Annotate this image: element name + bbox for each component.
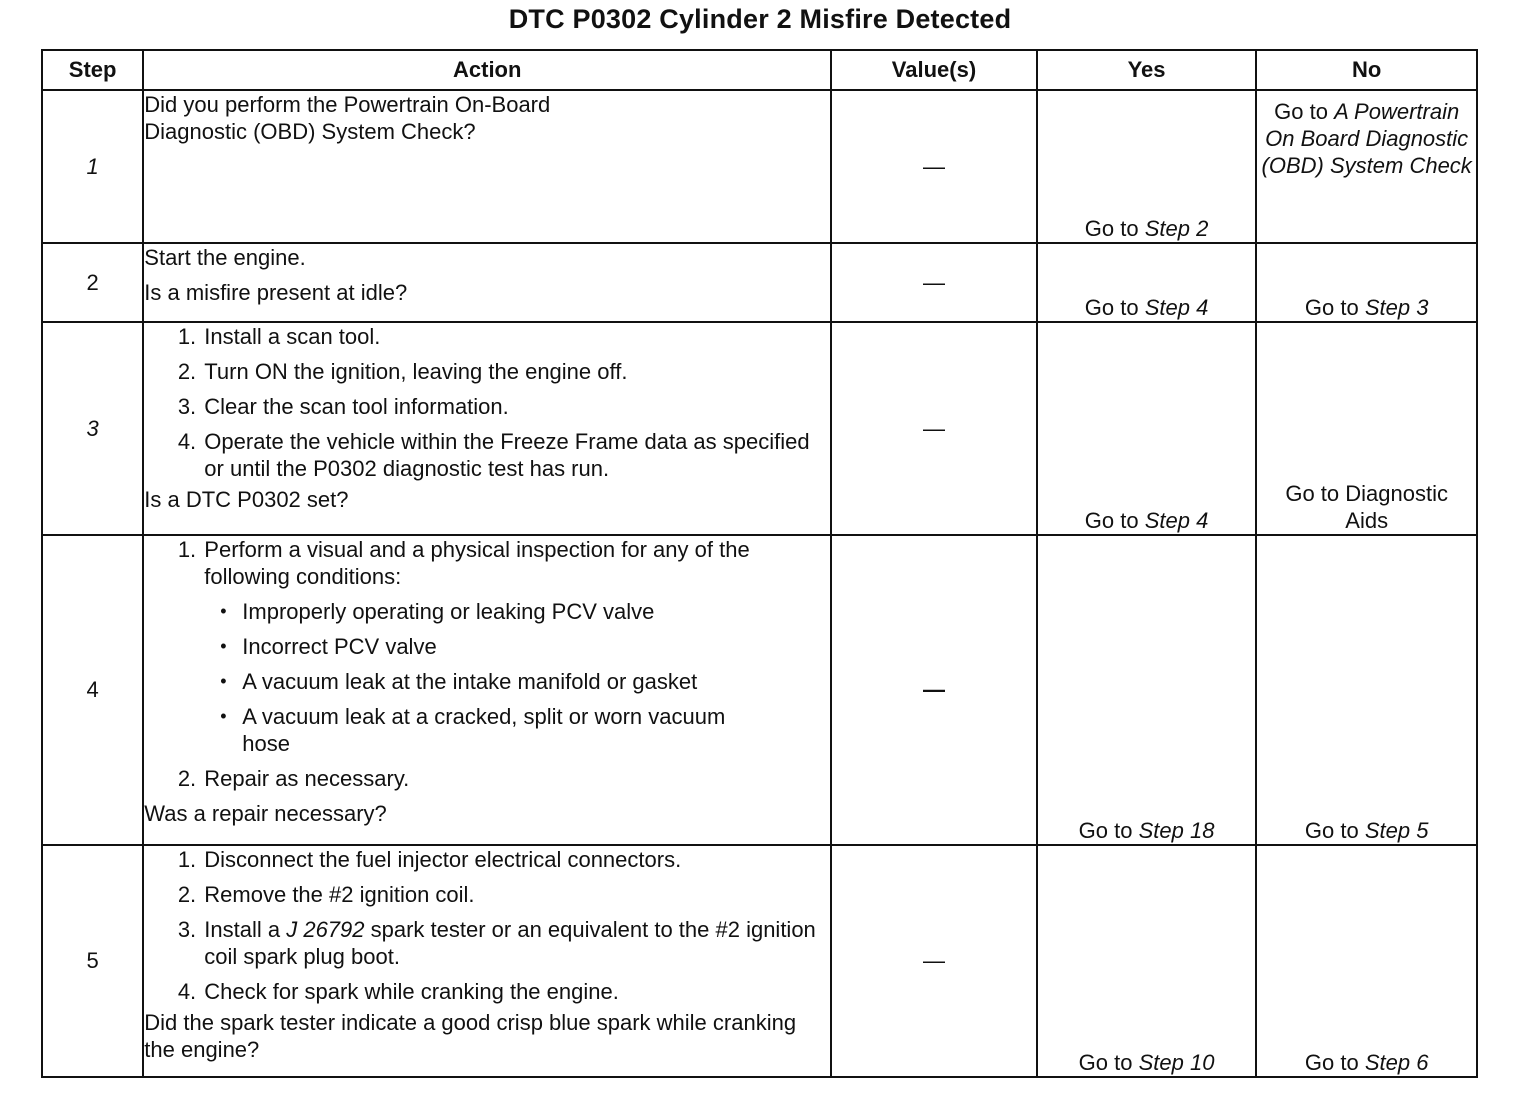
no-link[interactable]: [1305, 295, 1429, 320]
list-item: 3. Clear the scan tool information.: [202, 393, 830, 420]
goto-text: Go to: [1304, 1050, 1365, 1075]
header-action: Action: [143, 50, 831, 90]
no-cell: [1256, 243, 1477, 322]
value-cell: —: [831, 845, 1037, 1077]
header-yes: Yes: [1037, 50, 1257, 90]
step-number: 1: [42, 90, 143, 243]
step-ref: Step 18: [1138, 818, 1215, 843]
action-line: Start the engine.: [144, 245, 306, 270]
goto-text: Go to: [1078, 818, 1139, 843]
yes-cell: [1037, 90, 1257, 243]
no-link[interactable]: [1262, 99, 1472, 178]
action-question: Was a repair necessary?: [144, 801, 387, 826]
list-item: 2. Repair as necessary.: [202, 765, 830, 792]
condition-list: [204, 598, 830, 757]
step-ref: Step 2: [1144, 216, 1209, 241]
yes-link[interactable]: [1079, 818, 1215, 843]
value-cell: —: [831, 243, 1037, 322]
bullet-item: • Improperly operating or leaking PCV valve: [240, 598, 830, 625]
table-row: [42, 535, 1477, 845]
value-cell: —: [831, 90, 1037, 243]
no-cell: [1256, 845, 1477, 1077]
bullet-item: • A vacuum leak at a cracked, split or worn vacuum hose: [240, 703, 830, 757]
no-cell: [1256, 90, 1477, 243]
yes-cell: [1037, 535, 1257, 845]
goto-text: Go to: [1274, 99, 1335, 124]
procedure-list: [144, 323, 830, 482]
list-item: [202, 916, 830, 970]
list-item: [202, 536, 830, 757]
table-row: [42, 322, 1477, 535]
action-cell: [143, 535, 831, 845]
list-item-text: Install a: [204, 917, 287, 942]
list-item: 1. Install a scan tool.: [202, 323, 830, 350]
list-item: 2. Remove the #2 ignition coil.: [202, 881, 830, 908]
action-cell: [143, 90, 831, 243]
step-ref: Step 5: [1364, 818, 1429, 843]
list-item: 4. Check for spark while cranking the engine.: [202, 978, 830, 1005]
no-cell: [1256, 322, 1477, 535]
yes-link[interactable]: [1085, 216, 1209, 241]
yes-link[interactable]: [1085, 295, 1209, 320]
procedure-list: [144, 846, 830, 1005]
yes-cell: [1037, 322, 1257, 535]
bullet-item: • Incorrect PCV valve: [240, 633, 830, 660]
step-number: 2: [42, 243, 143, 322]
action-question: Did you perform the Powertrain On-Board Diagnostic (OBD) System Check?: [144, 92, 551, 144]
no-cell: [1256, 535, 1477, 845]
header-value: Value(s): [831, 50, 1037, 90]
goto-text: Go to: [1078, 1050, 1139, 1075]
bullet-item: • A vacuum leak at the intake manifold or gasket: [240, 668, 830, 695]
list-item: 1. Disconnect the fuel injector electrical connectors.: [202, 846, 830, 873]
list-item-text: Perform a visual and a physical inspection for any of the following conditions:: [204, 537, 750, 589]
list-item-text: spark tester or an equivalent to the #2 ignition coil spark plug boot.: [204, 917, 816, 969]
goto-text: Go to: [1304, 295, 1365, 320]
list-item: 4. Operate the vehicle within the Freeze Frame data as specified or until the P0302 diagnostic test has run.: [202, 428, 830, 482]
action-cell: [143, 845, 831, 1077]
action-cell: [143, 322, 831, 535]
step-ref: Step 4: [1144, 508, 1209, 533]
goto-text: Go to: [1084, 508, 1145, 533]
yes-link[interactable]: [1079, 1050, 1215, 1075]
step-ref: Step 3: [1364, 295, 1429, 320]
action-question: Did the spark tester indicate a good crisp blue spark while cranking the engine?: [144, 1010, 797, 1062]
procedure-list: [144, 536, 830, 792]
step-number: 4: [42, 535, 143, 845]
table-row: [42, 845, 1477, 1077]
yes-cell: [1037, 845, 1257, 1077]
yes-link[interactable]: [1085, 508, 1209, 533]
step-number: 3: [42, 322, 143, 535]
step-ref: Step 4: [1144, 295, 1209, 320]
step-ref: Step 10: [1138, 1050, 1215, 1075]
no-link[interactable]: [1305, 1050, 1429, 1075]
action-question: Is a DTC P0302 set?: [144, 487, 349, 512]
table-row: [42, 243, 1477, 322]
no-link[interactable]: Go to Diagnostic Aids: [1285, 481, 1448, 533]
diagnostic-table: [41, 49, 1478, 1078]
goto-text: Go to: [1084, 216, 1145, 241]
value-cell: —: [831, 322, 1037, 535]
step-number: 5: [42, 845, 143, 1077]
header-no: No: [1256, 50, 1477, 90]
action-question: Is a misfire present at idle?: [144, 280, 408, 305]
page-title: DTC P0302 Cylinder 2 Misfire Detected: [508, 4, 1012, 34]
goto-text: Go to: [1304, 818, 1365, 843]
header-step: Step: [42, 50, 143, 90]
procedure-ref: A Powertrain On Board Diagnostic (OBD) System Check: [1261, 99, 1472, 178]
header-row: [42, 50, 1477, 90]
action-cell: [143, 243, 831, 322]
no-link[interactable]: [1305, 818, 1429, 843]
table-row: [42, 90, 1477, 243]
step-ref: Step 6: [1364, 1050, 1429, 1075]
list-item: 2. Turn ON the ignition, leaving the engine off.: [202, 358, 830, 385]
tool-number: J 26792: [286, 917, 365, 942]
goto-text: Go to: [1084, 295, 1145, 320]
value-cell: —: [831, 535, 1037, 845]
yes-cell: [1037, 243, 1257, 322]
